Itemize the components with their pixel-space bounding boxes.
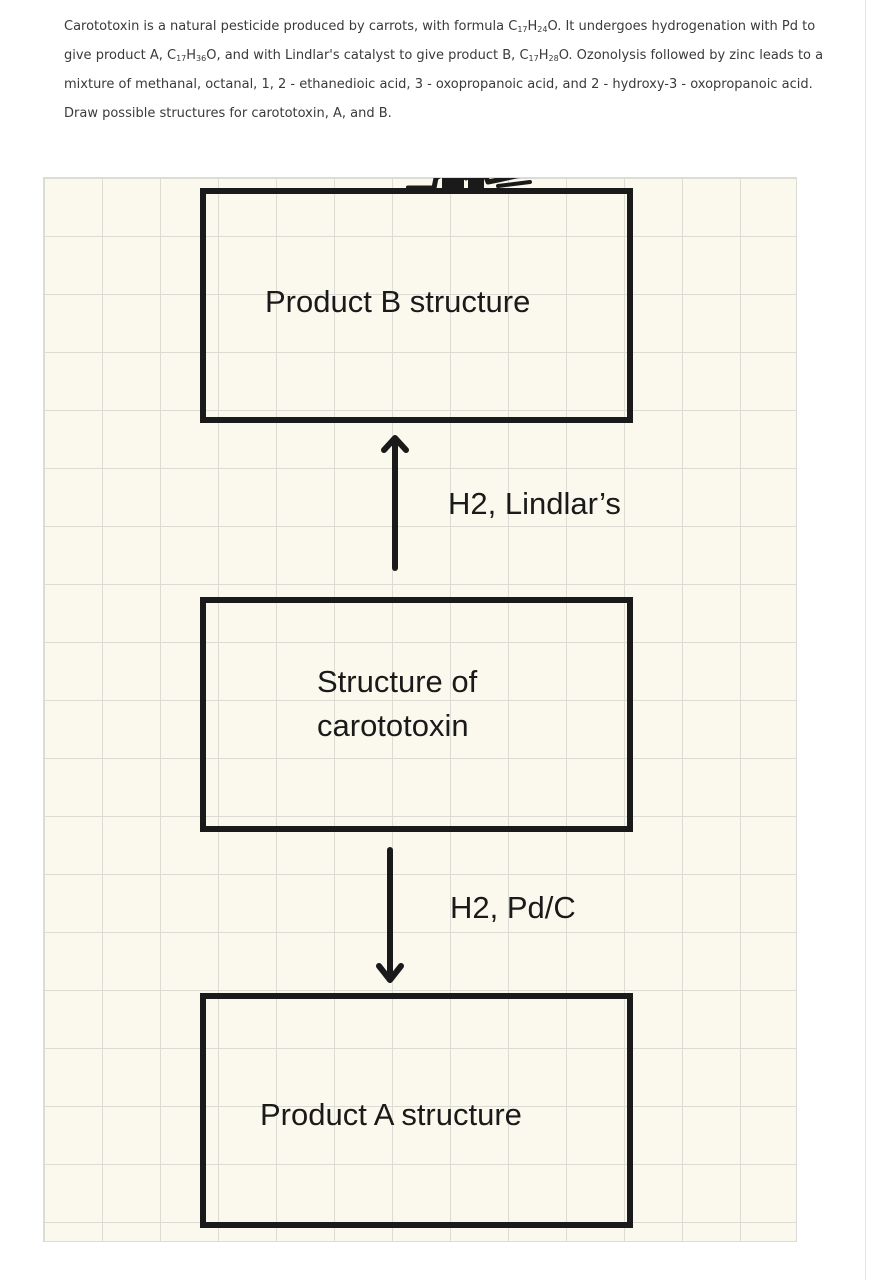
element-symbol: O: [547, 19, 558, 34]
product-b-label: Product B structure: [265, 284, 531, 319]
arrow-up-icon: [380, 430, 410, 572]
subscript: 28: [548, 54, 559, 63]
carototoxin-label-line1: Structure of: [317, 664, 478, 699]
reagent-lindlar: H2, Lindlar’s: [448, 486, 621, 521]
carototoxin-label-line2: carototoxin: [317, 708, 469, 743]
element-symbol: O: [206, 48, 217, 63]
subscript: 17: [528, 54, 539, 63]
question-part: , and with Lindlar's catalyst to give product B, C: [216, 48, 529, 63]
element-symbol: H: [186, 48, 197, 63]
question-part: Carototoxin is a natural pesticide produced by carrots, with formula C: [64, 19, 518, 34]
reagent-pd-c: H2, Pd/C: [450, 890, 576, 925]
element-symbol: H: [527, 19, 538, 34]
reaction-diagram: [43, 177, 797, 1242]
question-text: [64, 12, 844, 128]
subscript: 24: [537, 25, 548, 34]
page-edge-rule: [865, 0, 866, 1280]
subscript: 36: [196, 54, 207, 63]
arrow-down-icon: [375, 844, 405, 990]
element-symbol: O: [558, 48, 569, 63]
subscript: 17: [517, 25, 528, 34]
element-symbol: H: [538, 48, 549, 63]
subscript: 17: [176, 54, 187, 63]
product-a-label: Product A structure: [260, 1097, 522, 1132]
question-part: . Ozonolysis followed by zinc leads to a mixture of methanal, octanal, 1, 2 - ethanedioic acid, 3 - oxopropanoic acid, and 2 - hydroxy-3 - oxopropanoic acid. Draw possible structures for carototoxin, A, and B.: [64, 48, 824, 121]
question-part: . It undergoes hydrogenation with Pd to give product A, C: [64, 19, 816, 63]
